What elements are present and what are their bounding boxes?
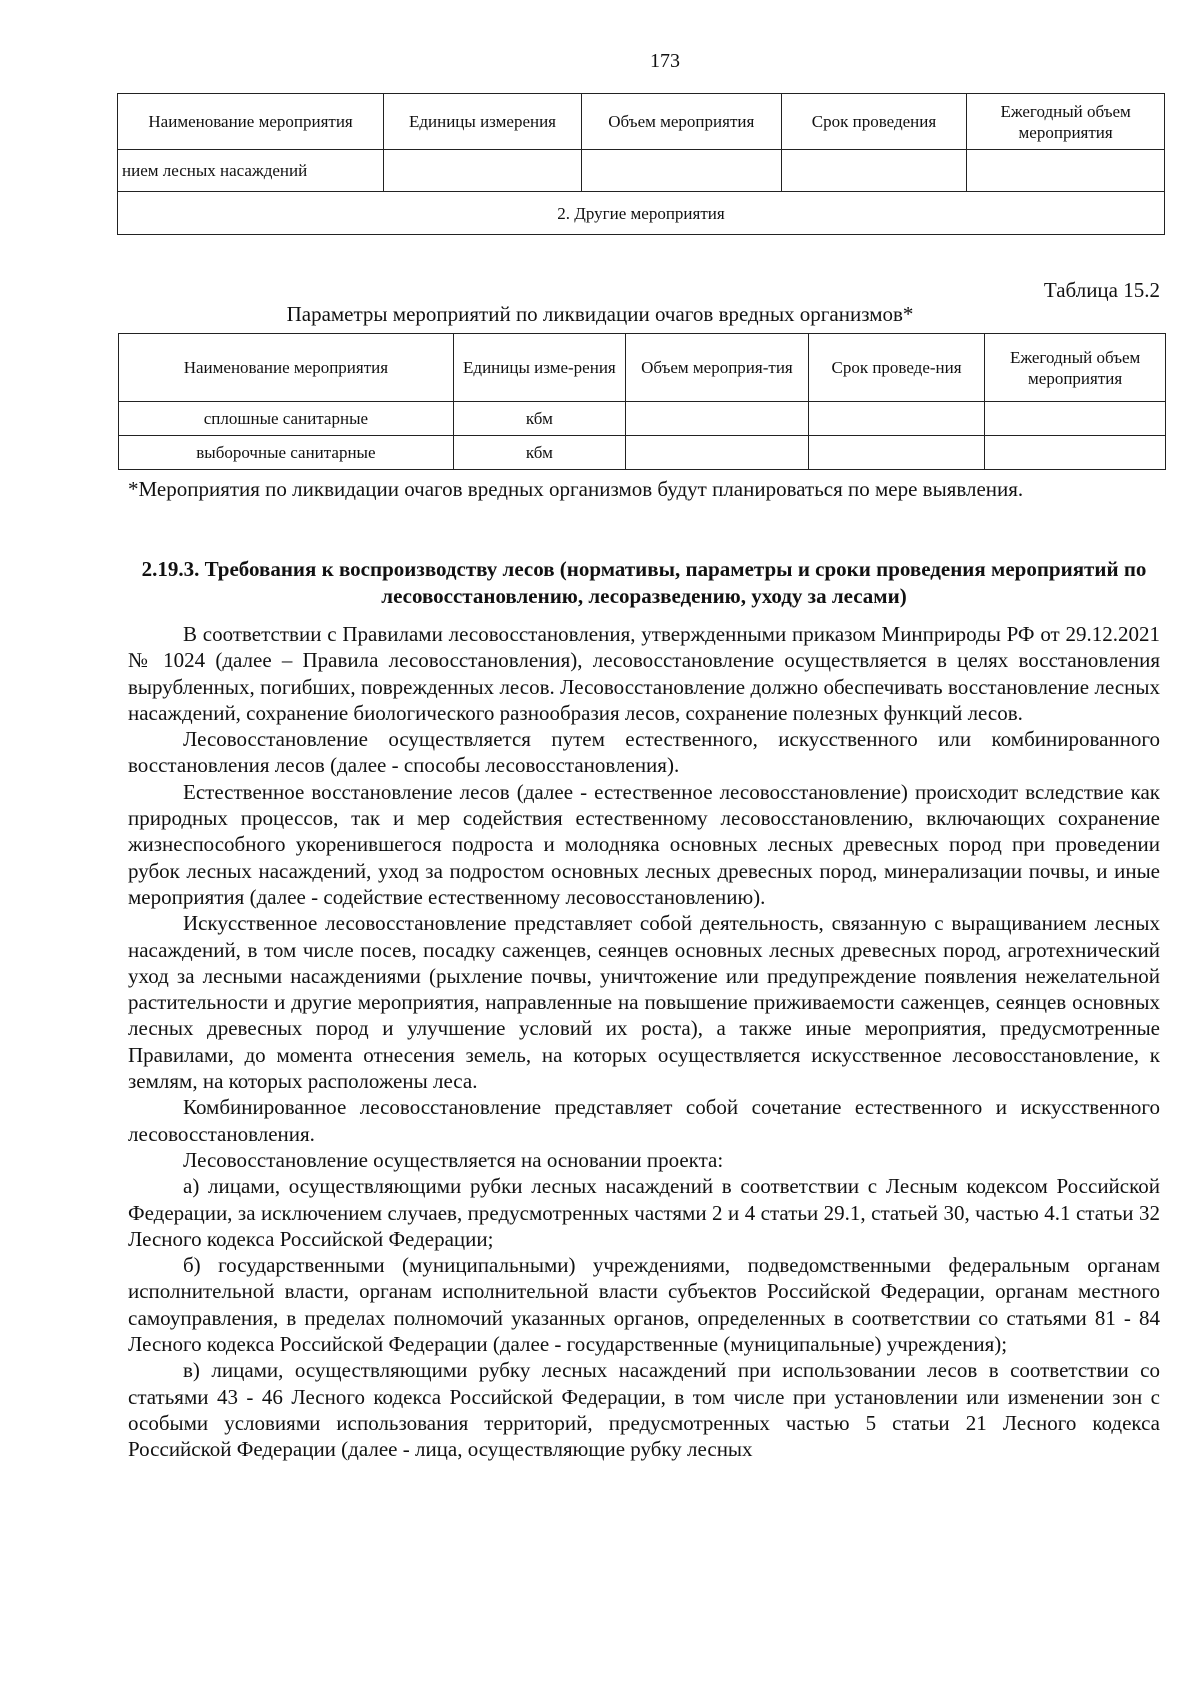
paragraph: Искусственное лесовосстановление представляет собой деятельность, связанную с выращиванием лесных насаждений, в том числе посев, посадку саженцев, сеянцев основных лесных древесных пород, агротехнический уход за лесными насаждениями (рыхление почвы, уничтожение или предупреждение появления нежелательной растительности и другие мероприятия, направленные на повышение приживаемости саженцев, сеянцев основных лесных древесных пород и улучшение условий их роста), а также иные мероприятия, предусмотренные Правилами, до момента отнесения земель, на которых осуществляется искусственное лесовосстановление, к землям, на которых расположены леса. (128, 911, 1160, 1094)
table-cell (781, 150, 967, 192)
section-cell: 2. Другие мероприятия (118, 192, 1165, 235)
paragraph: Естественное восстановление лесов (далее - естественное лесовосстановление) происходит вследствие как природных процессов, так и мер содействия естественному лесовосстановлению, включающих сохранение жизнеспособного укоренившегося подроста и молодняка основных лесных древесных пород при проведении рубок лесных насаждений, уход за подростом основных лесных древесных пород, минерализации почвы, и иные мероприятия (далее - содействие естественному лесовосстановлению). (128, 779, 1160, 909)
table-cell (985, 436, 1166, 470)
table-cell (967, 150, 1165, 192)
header-cell: Наименование мероприятия (119, 334, 454, 402)
header-cell: Срок проведения (781, 94, 967, 150)
table-header-row (118, 94, 1165, 150)
activities-table-continued (117, 93, 1165, 235)
table-row (118, 150, 1165, 192)
table-row (119, 402, 1166, 436)
table-cell: нием лесных насаждений (118, 150, 384, 192)
header-cell: Объем мероприятия (581, 94, 781, 150)
table-cell (808, 436, 984, 470)
header-cell: Объем мероприя-тия (626, 334, 809, 402)
header-cell: Ежегодный объем мероприятия (967, 94, 1165, 150)
table-cell (808, 402, 984, 436)
body-text (128, 621, 1160, 1463)
header-cell: Срок проведе-ния (808, 334, 984, 402)
table-cell: выборочные санитарные (119, 436, 454, 470)
page-number: 173 (650, 50, 680, 72)
table-section-row (118, 192, 1165, 235)
header-cell: Единицы изме-рения (453, 334, 625, 402)
table-title: Параметры мероприятий по ликвидации очагов вредных организмов* (286, 302, 914, 326)
paragraph: Комбинированное лесовосстановление представляет собой сочетание естественного и искусственного лесовосстановления. (128, 1095, 1160, 1146)
paragraph: а) лицами, осуществляющими рубки лесных насаждений в соответствии с Лесным кодексом Российской Федерации, за исключением случаев, предусмотренных частями 2 и 4 статьи 29.1, статьей 30, частью 4.1 статьи 32 Лесного кодекса Российской Федерации; (128, 1174, 1160, 1251)
table-header-row (119, 334, 1166, 402)
table-footnote: *Мероприятия по ликвидации очагов вредных организмов будут планироваться по мере выявления. (128, 477, 1024, 501)
table-cell (626, 402, 809, 436)
table-cell (581, 150, 781, 192)
pest-elimination-table (118, 333, 1166, 470)
header-cell: Наименование мероприятия (118, 94, 384, 150)
table-row (119, 436, 1166, 470)
table-cell (384, 150, 582, 192)
paragraph: б) государственными (муниципальными) учреждениями, подведомственными федеральным органам исполнительной власти, органам исполнительной власти субъектов Российской Федерации, органам местного самоуправления, в пределах полномочий указанных органов, определенных в соответствии со статьями 81 - 84 Лесного кодекса Российской Федерации (далее - государственные (муниципальные) учреждения); (128, 1253, 1160, 1357)
table-cell: сплошные санитарные (119, 402, 454, 436)
paragraph: Лесовосстановление осуществляется на основании проекта: (183, 1147, 724, 1172)
table-cell: кбм (453, 402, 625, 436)
paragraph: В соответствии с Правилами лесовосстановления, утвержденными приказом Минприроды РФ от 29.12.2021 № 1024 (далее – Правила лесовосстановления), лесовосстановление осуществляется в целях восстановления вырубленных, погибших, поврежденных лесов. Лесовосстановление должно обеспечивать восстановление лесных насаждений, сохранение биологического разнообразия лесов, сохранение полезных функций лесов. (128, 622, 1160, 725)
header-cell: Ежегодный объем мероприятия (985, 334, 1166, 402)
paragraph: Лесовосстановление осуществляется путем естественного, искусственного или комбинированного восстановления лесов (далее - способы лесовосстановления). (128, 727, 1160, 778)
table-label: Таблица 15.2 (1043, 278, 1160, 302)
section-heading: 2.19.3. Требования к воспроизводству лесов (нормативы, параметры и сроки проведения мероприятий по лесовосстановлению, лесоразведению, уходу за лесами) (141, 557, 1147, 608)
table-cell (626, 436, 809, 470)
header-cell: Единицы измерения (384, 94, 582, 150)
table-cell (985, 402, 1166, 436)
table-cell: кбм (453, 436, 625, 470)
paragraph: в) лицами, осуществляющими рубку лесных насаждений при использовании лесов в соответствии со статьями 43 - 46 Лесного кодекса Российской Федерации, в том числе при установлении или изменении зон с особыми условиями использования территорий, предусмотренных частью 5 статьи 21 Лесного кодекса Российской Федерации (далее - лица, осуществляющие рубку лесных (128, 1358, 1160, 1462)
